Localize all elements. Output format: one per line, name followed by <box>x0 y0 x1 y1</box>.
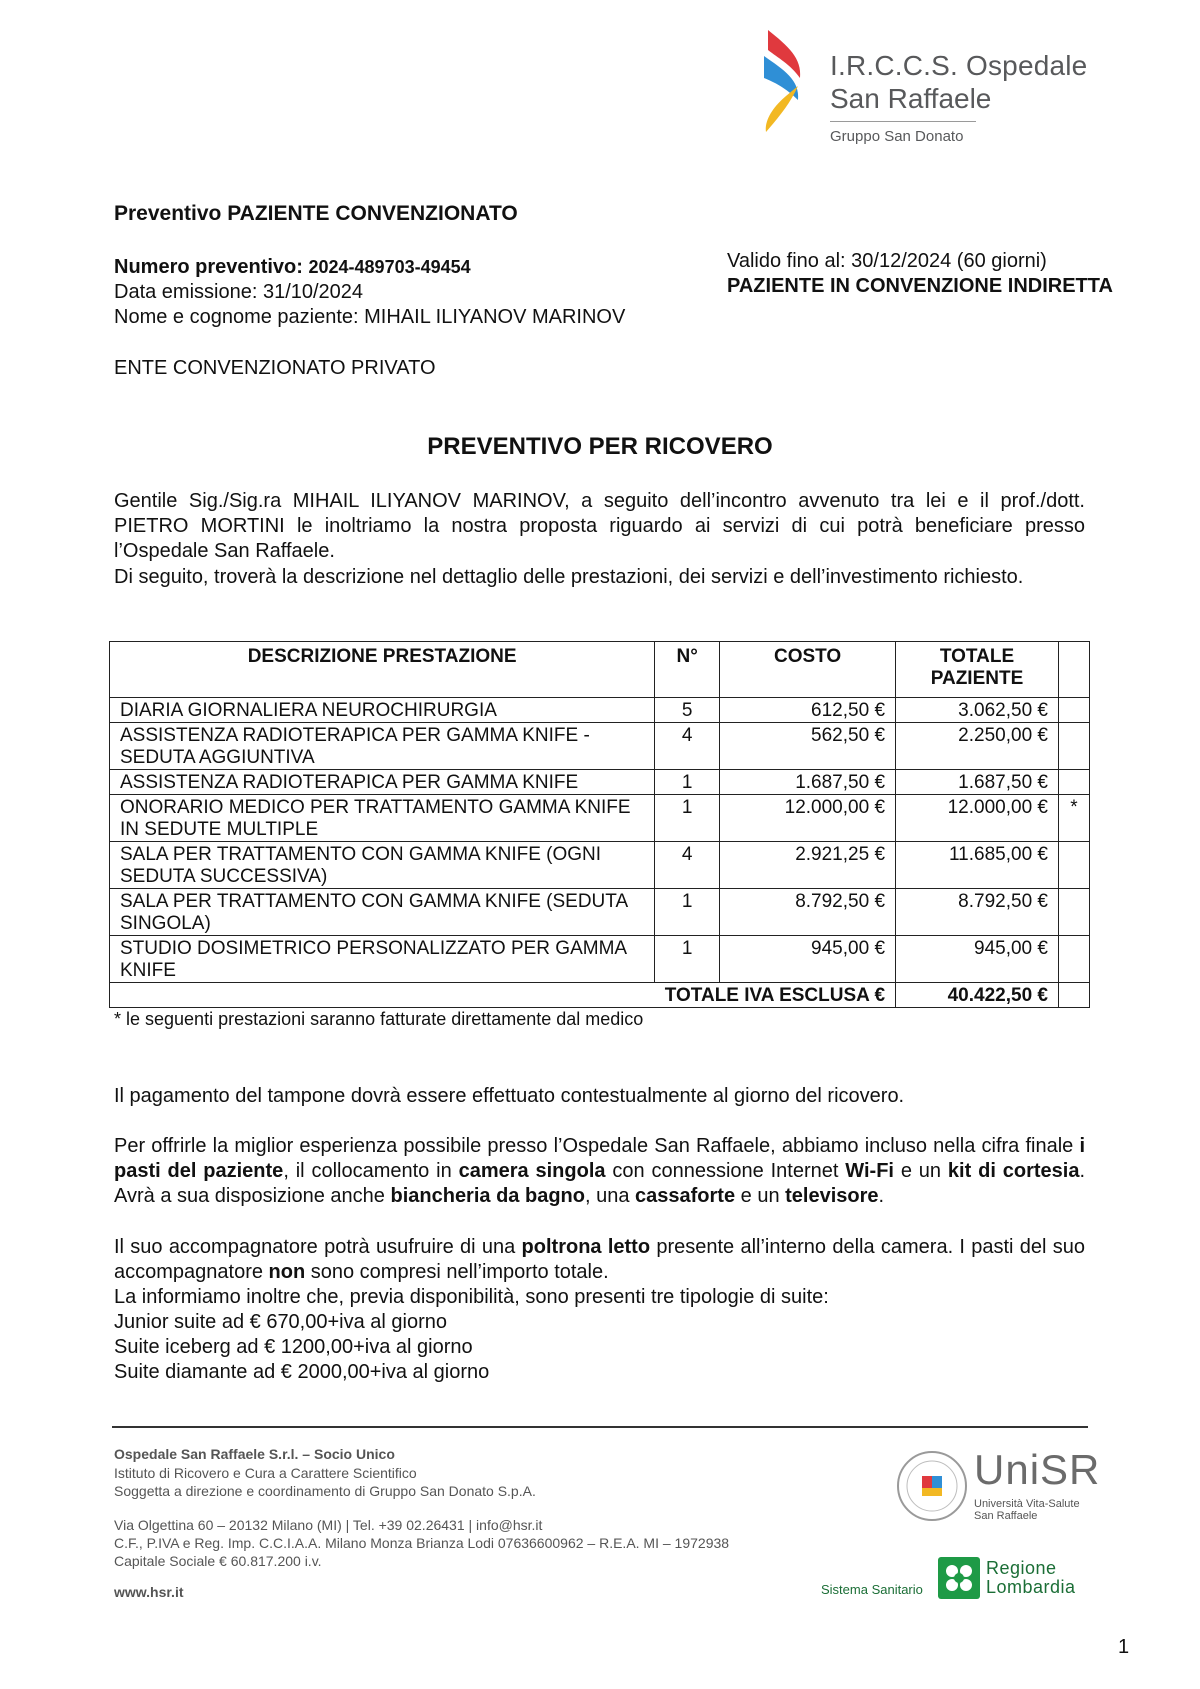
page-number: 1 <box>1118 1636 1130 1658</box>
total-value: 40.422,50 € <box>896 983 1059 1008</box>
unisr-name: UniSR <box>974 1446 1101 1493</box>
text-bold: biancheria da bagno <box>390 1185 585 1207</box>
services-table <box>109 641 1090 1008</box>
quote-number-label: Numero preventivo: <box>114 256 303 278</box>
footer-divider <box>112 1426 1088 1428</box>
cell-quantity: 4 <box>655 723 720 770</box>
text-bold: Wi-Fi <box>845 1160 894 1182</box>
cell-mark <box>1058 770 1089 795</box>
text: Per offrirle la miglior esperienza possibile presso l’Ospedale San Raffaele, abbiamo incluso nella cifra finale <box>114 1135 1080 1157</box>
footer-capital: Capitale Sociale € 60.817.200 i.v. <box>114 1553 322 1569</box>
footer-company: Ospedale San Raffaele S.r.l. – Socio Unico <box>114 1446 395 1462</box>
text: e un <box>735 1185 786 1207</box>
cell-total: 2.250,00 € <box>896 723 1059 770</box>
valid-until: Valido fino al: 30/12/2024 (60 giorni) <box>727 250 1047 272</box>
document-title: Preventivo PAZIENTE CONVENZIONATO <box>114 202 518 225</box>
table-footnote: * le seguenti prestazioni saranno fatturate direttamente dal medico <box>114 1009 644 1029</box>
text: , il collocamento in <box>283 1160 459 1182</box>
text-bold: i pasti del paziente <box>114 1135 1085 1182</box>
lombardia-system-label: Sistema Sanitario <box>821 1582 923 1597</box>
suite-diamante: Suite diamante ad € 2000,00+iva al giorno <box>114 1361 490 1383</box>
cell-cost: 12.000,00 € <box>720 795 896 842</box>
footer-address: Via Olgettina 60 – 20132 Milano (MI) | Tel. +39 02.26431 | info@hsr.it <box>114 1517 543 1533</box>
convention-type: PAZIENTE IN CONVENZIONE INDIRETTA <box>727 275 1113 297</box>
quote-number-value: 2024-489703-49454 <box>308 257 471 277</box>
cell-cost: 1.687,50 € <box>720 770 896 795</box>
table-header-row <box>110 642 1090 698</box>
text: . Avrà a sua disposizione anche <box>114 1160 1086 1207</box>
payment-note: Il pagamento del tampone dovrà essere effettuato contestualmente al giorno del ricovero. <box>114 1085 905 1107</box>
intro-paragraph: Gentile Sig./Sig.ra MIHAIL ILIYANOV MARINOV, a seguito dell’incontro avvenuto tra lei e il prof./dott. PIETRO MORTINI le inoltriamo la nostra proposta riguardo ai servizi di cui potrà beneficiare presso l’Ospedale San Raffaele. <box>114 490 1085 562</box>
companion-paragraph <box>114 1235 1085 1285</box>
cell-cost: 612,50 € <box>720 698 896 723</box>
header-cost: COSTO <box>720 642 896 698</box>
cell-total: 1.687,50 € <box>896 770 1059 795</box>
hsr-group-label: Gruppo San Donato <box>830 128 964 145</box>
cell-cost: 8.792,50 € <box>720 889 896 936</box>
section-title: PREVENTIVO PER RICOVERO <box>427 433 773 460</box>
text: con connessione Internet <box>605 1160 846 1182</box>
text-bold: televisore <box>785 1185 879 1207</box>
cell-mark <box>1058 723 1089 770</box>
patient-name: Nome e cognome paziente: MIHAIL ILIYANOV MARINOV <box>114 306 626 328</box>
lombardia-line1: Regione <box>986 1558 1057 1578</box>
cell-description: STUDIO DOSIMETRICO PERSONALIZZATO PER GAMMA KNIFE <box>110 936 655 983</box>
entity: ENTE CONVENZIONATO PRIVATO <box>114 357 436 379</box>
cell-description: SALA PER TRATTAMENTO CON GAMMA KNIFE (OGNI SEDUTA SUCCESSIVA) <box>110 842 655 889</box>
text: sono compresi nell’importo totale. <box>305 1261 609 1283</box>
cell-quantity: 1 <box>655 936 720 983</box>
cell-total: 11.685,00 € <box>896 842 1059 889</box>
text: presente all’interno della camera. I pasti del suo accompagnatore <box>114 1236 1085 1283</box>
cell-quantity: 1 <box>655 889 720 936</box>
hsr-logo-mark <box>760 28 820 138</box>
logo-divider <box>830 121 976 122</box>
text: e un <box>893 1160 948 1182</box>
table-row <box>110 698 1090 723</box>
services-paragraph <box>114 1134 1085 1209</box>
unisr-line2: San Raffaele <box>974 1510 1038 1522</box>
text-bold: non <box>268 1261 306 1283</box>
cell-total: 945,00 € <box>896 936 1059 983</box>
text-bold: camera singola <box>458 1160 606 1182</box>
header-description: DESCRIZIONE PRESTAZIONE <box>110 642 655 698</box>
cell-description: SALA PER TRATTAMENTO CON GAMMA KNIFE (SEDUTA SINGOLA) <box>110 889 655 936</box>
cell-quantity: 1 <box>655 770 720 795</box>
hsr-name-line1: I.R.C.C.S. Ospedale <box>830 50 1088 81</box>
text: Il suo accompagnatore potrà usufruire di una <box>114 1236 522 1258</box>
quote-number <box>114 255 471 280</box>
cell-total: 12.000,00 € <box>896 795 1059 842</box>
table-row <box>110 842 1090 889</box>
lombardia-rose-icon <box>938 1557 980 1599</box>
cell-description: ASSISTENZA RADIOTERAPICA PER GAMMA KNIFE <box>110 770 655 795</box>
cell-mark <box>1058 698 1089 723</box>
cell-quantity: 4 <box>655 842 720 889</box>
text-bold: poltrona letto <box>521 1236 651 1258</box>
footer-fiscal: C.F., P.IVA e Reg. Imp. C.C.I.A.A. Milano Monza Brianza Lodi 07636600962 – R.E.A. MI – 1972938 <box>114 1535 730 1551</box>
text: , una <box>584 1185 636 1207</box>
hsr-name-line2: San Raffaele <box>830 83 992 114</box>
table-row <box>110 795 1090 842</box>
cell-mark <box>1058 936 1089 983</box>
cell-description: DIARIA GIORNALIERA NEUROCHIRURGIA <box>110 698 655 723</box>
unisr-seal-icon <box>896 1450 968 1522</box>
suites-intro: La informiamo inoltre che, previa disponibilità, sono presenti tre tipologie di suite: <box>114 1286 829 1308</box>
text: . <box>878 1185 885 1207</box>
header-total: TOTALE PAZIENTE <box>896 642 1059 698</box>
header-quantity: N° <box>655 642 720 698</box>
text-bold: kit di cortesia <box>947 1160 1080 1182</box>
table-row <box>110 723 1090 770</box>
suite-iceberg: Suite iceberg ad € 1200,00+iva al giorno <box>114 1336 473 1358</box>
table-row <box>110 770 1090 795</box>
table-row <box>110 889 1090 936</box>
cell-mark <box>1058 889 1089 936</box>
cell-mark <box>1058 842 1089 889</box>
lombardia-line2: Lombardia <box>986 1577 1076 1597</box>
cell-cost: 2.921,25 € <box>720 842 896 889</box>
header-mark <box>1058 642 1089 698</box>
footer-line2: Istituto di Ricovero e Cura a Carattere Scientifico <box>114 1465 417 1481</box>
cell-description: ASSISTENZA RADIOTERAPICA PER GAMMA KNIFE - SEDUTA AGGIUNTIVA <box>110 723 655 770</box>
footer-line3: Soggetta a direzione e coordinamento di Gruppo San Donato S.p.A. <box>114 1483 536 1499</box>
cell-total: 3.062,50 € <box>896 698 1059 723</box>
cell-mark: * <box>1058 795 1089 842</box>
suite-junior: Junior suite ad € 670,00+iva al giorno <box>114 1311 448 1333</box>
cell-cost: 562,50 € <box>720 723 896 770</box>
cell-total: 8.792,50 € <box>896 889 1059 936</box>
unisr-line1: Università Vita-Salute <box>974 1498 1080 1510</box>
issue-date: Data emissione: 31/10/2024 <box>114 281 364 303</box>
table-total-row <box>110 983 1090 1008</box>
footer-website: www.hsr.it <box>114 1584 184 1600</box>
cell-quantity: 1 <box>655 795 720 842</box>
cell-cost: 945,00 € <box>720 936 896 983</box>
table-row <box>110 936 1090 983</box>
intro-paragraph-2: Di seguito, troverà la descrizione nel dettaglio delle prestazioni, dei servizi e dell’investimento richiesto. <box>114 566 1024 588</box>
total-label: TOTALE IVA ESCLUSA € <box>110 983 896 1008</box>
total-mark-empty <box>1058 983 1089 1008</box>
lombardia-name <box>986 1559 1076 1597</box>
unisr-subtitle <box>974 1498 1080 1522</box>
cell-description: ONORARIO MEDICO PER TRATTAMENTO GAMMA KNIFE IN SEDUTE MULTIPLE <box>110 795 655 842</box>
cell-quantity: 5 <box>655 698 720 723</box>
text-bold: cassaforte <box>635 1185 736 1207</box>
